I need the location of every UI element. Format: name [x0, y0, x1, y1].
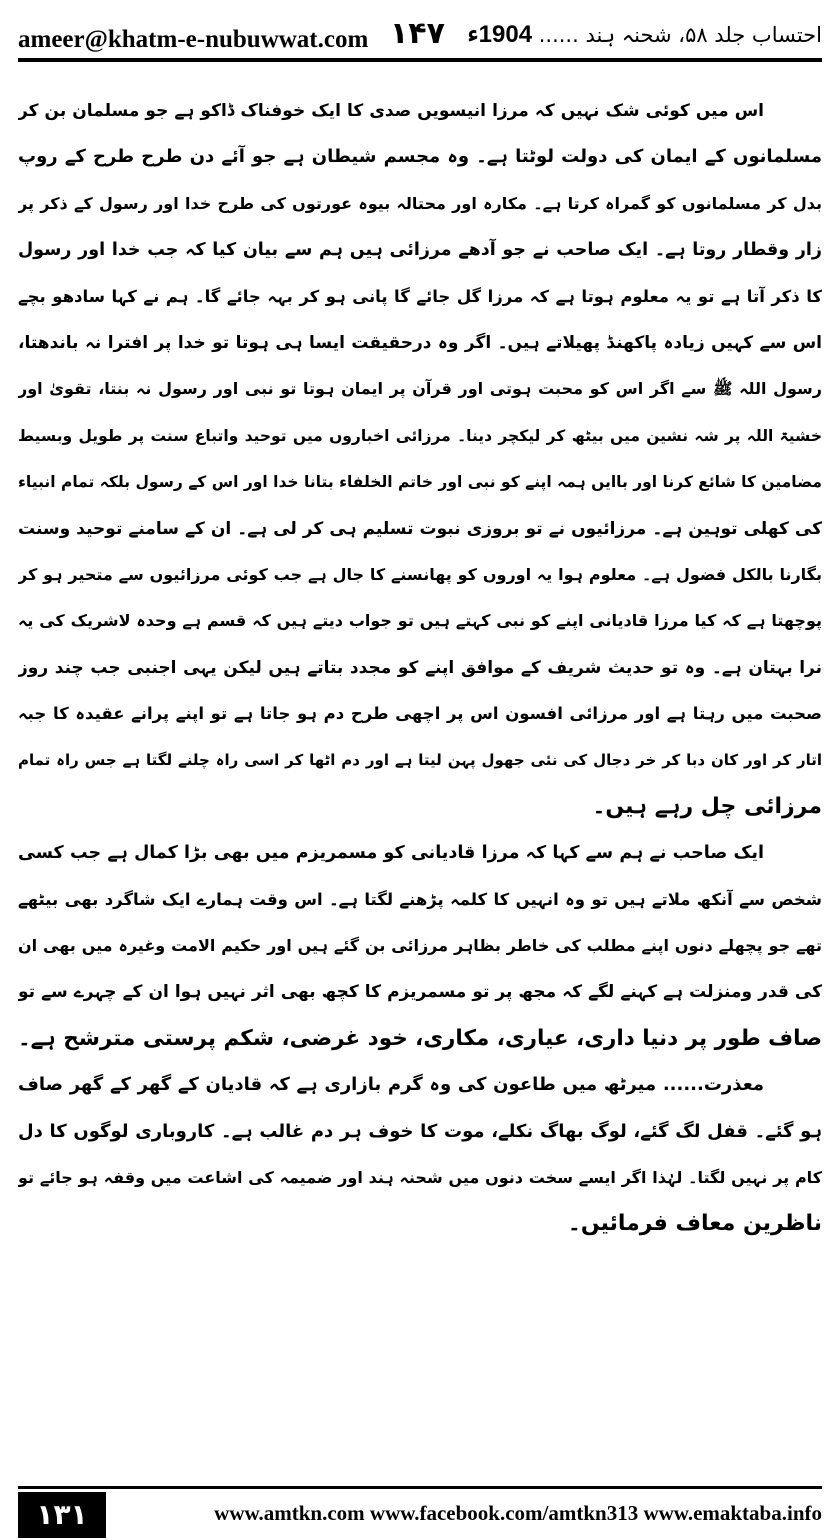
text-line: صحبت میں رہتا ہے اور مرزائی افسون اس پر اچھی طرح دم ہو جاتا ہے تو اپنے پرانے عقیدہ کا جبہ — [18, 704, 822, 724]
text-line: مسلمانوں کے ایمان کی دولت لوٹتا ہے۔ وہ مجسم شیطان ہے جو آئے دن طرح طرح کے روپ — [18, 146, 822, 168]
text-line: پوچھتا ہے کہ کیا مرزا قادیانی اپنے کو نبی کہتے ہیں تو جواب دیتے ہیں کہ قسم ہے وحدہ لاشریک کی یہ — [18, 611, 822, 631]
text-line: رسول اللہ ﷺ سے اگر اس کو محبت ہوتی اور قرآن پر ایمان ہوتا تو نبی اور رسول نہ بنتا، تقویٰ اور — [18, 379, 822, 399]
header-email[interactable]: ameer@khatm-e-nubuwwat.com — [18, 26, 369, 53]
text-line: خشیۃ اللہ پر شہ نشین میں بیٹھ کر لیکچر دینا۔ مرزائی اخباروں میں توحید واتباع سنت پر طویل وبسیط — [18, 426, 822, 445]
text-line: صاف طور پر دنیا داری، عیاری، مکاری، خود غرضی، شکم پرستی مترشح ہے۔ — [18, 1025, 822, 1051]
text-line: بگارنا بالکل فضول ہے۔ معلوم ہوا یہ اوروں کو پھانسنے کا جال ہے جب کوئی مرزائیوں سے متحیر ہو کر — [18, 564, 822, 584]
text-line: معذرت...... میرٹھ میں طاعون کی وہ گرم بازاری ہے کہ قادیان کے گھر کے گھر صاف — [18, 1074, 764, 1096]
text-line: کام پر نہیں لگتا۔ لہٰذا اگر ایسے سخت دنوں میں شحنہ ہند اور ضمیمہ کی اشاعت میں وقفہ ہو جائے تو — [18, 1167, 822, 1187]
text-line: ایک صاحب نے ہم سے کہا کہ مرزا قادیانی کو مسمریزم میں بھی بڑا کمال ہے جب کسی — [18, 843, 764, 864]
text-line: نرا بہتان ہے۔ وہ تو حدیث شریف کے موافق اپنے کو مجدد بتاتے ہیں لیکن یہی اجنبی جب چند روز — [18, 657, 822, 678]
header-title-text: احتساب جلد ۵۸، شحنہ ہند ...... — [538, 23, 822, 47]
text-line: ناظرین معاف فرمائیں۔ — [567, 1211, 822, 1237]
text-line: بدل کر مسلمانوں کو گمراہ کرتا ہے۔ مکارہ اور محتالہ بیوہ عورتوں کی طرح خدا اور رسول کے ذکر پر — [18, 193, 822, 213]
text-line: کی کھلی توہین ہے۔ مرزائیوں نے تو بروزی نبوت تسلیم ہی کر لی ہے۔ ان کے سامنے توحید وسنت — [18, 518, 822, 539]
article-body — [18, 88, 822, 1248]
paragraph-3 — [18, 1062, 822, 1248]
text-line: زار وقطار روتا ہے۔ ایک صاحب نے جو آدھے مرزائی ہیں ہم سے بیان کیا کہ جب خدا اور رسول — [18, 240, 822, 261]
footer-urls[interactable]: www.amtkn.com www.facebook.com/amtkn313 www.emaktaba.info — [214, 1501, 822, 1525]
text-line: کی قدر ومنزلت ہے کہنے لگے کہ مجھ پر تو مسمریزم کا کچھ بھی اثر نہیں ہوا ان کے چہرے سے تو — [18, 982, 822, 1003]
page-header — [18, 12, 822, 62]
text-line: مضامین کا شائع کرنا اور باایں ہمہ اپنے کو نبی اور خاتم الخلفاء بتانا خدا اور اس کے رسول بلکہ تمام انبیاء — [18, 473, 822, 492]
text-line: اس سے کہیں زیادہ پاکھنڈ پھیلاتے ہیں۔ اگر وہ درحقیقت ایسا ہی ہوتا تو خدا پر افترا نہ باندھتا، — [18, 332, 822, 353]
page-footer — [18, 1486, 822, 1535]
text-line: اس میں کوئی شک نہیں کہ مرزا انیسویں صدی کا ایک خوفناک ڈاکو ہے جو مسلمان بن کر — [18, 101, 764, 121]
paragraph-2 — [18, 830, 822, 1062]
header-title — [467, 20, 822, 49]
text-line: تھے جو پچھلے دنوں اپنے مطلب کی خاطر بظاہر مرزائی بن گئے ہیں اور حکیم الامت وغیرہ میں بھی ان — [18, 936, 822, 956]
text-line: ہو گئے۔ قفل لگ گئے، لوگ بھاگ نکلے، موت کا خوف ہر دم غالب ہے۔ کاروباری لوگوں کا دل — [18, 1120, 822, 1142]
footer-page-number: ۱۳۱ — [18, 1492, 106, 1538]
header-page-number: ۱۴۷ — [390, 16, 445, 51]
text-line: اتار کر اور کان دبا کر خر دجال کی نئی جھول پہن لیتا ہے اور دم اٹھا کر اسی راہ چلنے لگتا ہے جس راہ تمام — [18, 751, 822, 770]
text-line: شخص سے آنکھ ملاتے ہیں تو وہ انہیں کا کلمہ پڑھنے لگتا ہے۔ اس وقت ہمارے ایک شاگرد بھی بیٹھے — [18, 889, 822, 909]
header-year: 1904ء — [467, 21, 533, 48]
text-line: مرزائی چل رہے ہیں۔ — [592, 793, 822, 819]
text-line: کا ذکر آتا ہے تو یہ معلوم ہوتا ہے کہ مرزا گل جائے گا پانی ہو کر بہہ جائے گا۔ ہم نے کہا سادھو بچے — [18, 286, 822, 306]
paragraph-1 — [18, 88, 822, 830]
